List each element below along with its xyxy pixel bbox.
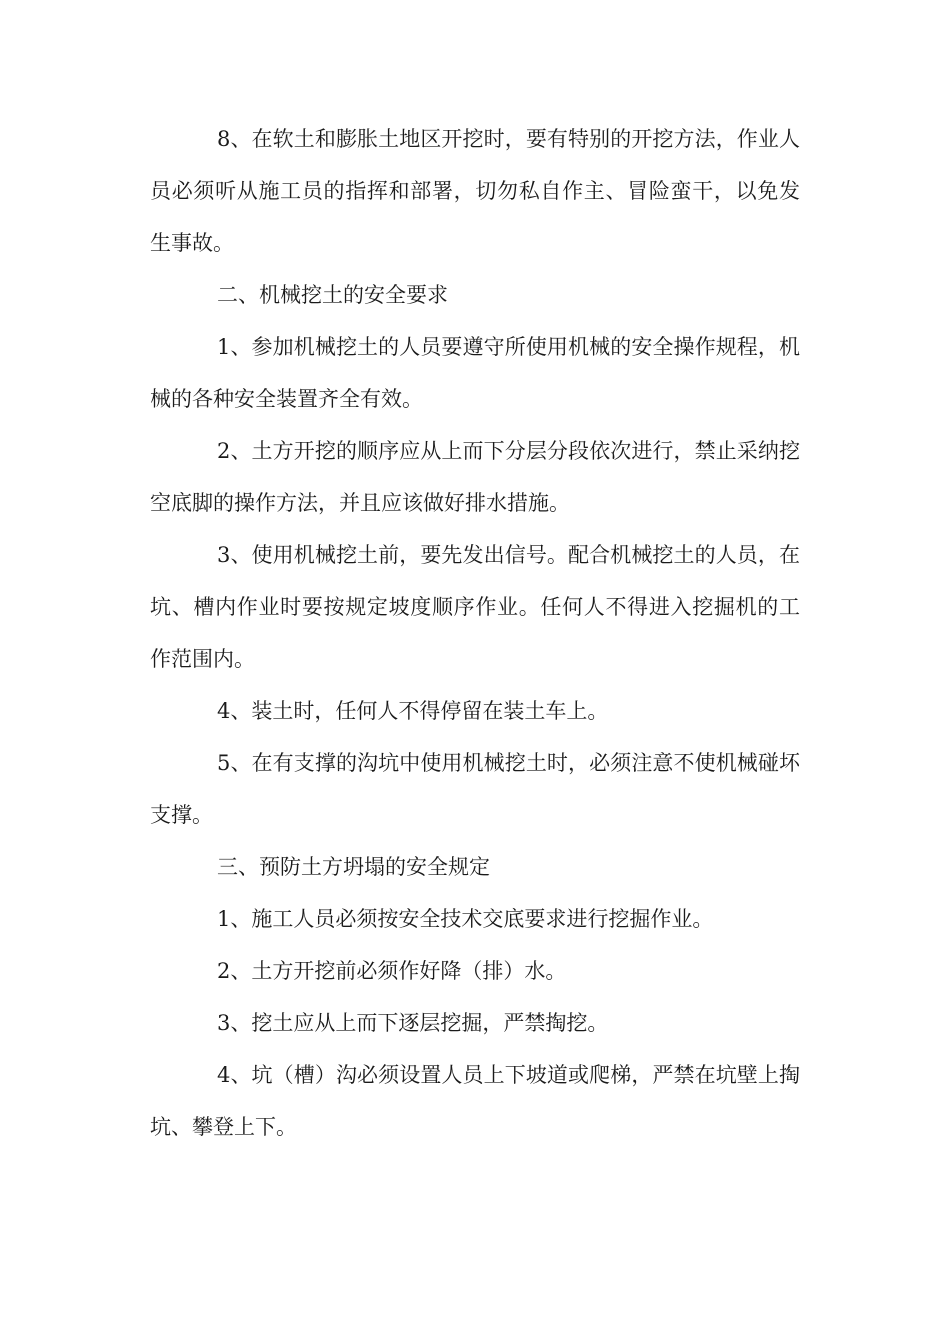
paragraph-item-4-ladders: 4、坑（槽）沟必须设置人员上下坡道或爬梯，严禁在坑壁上掏坑、攀登上下。 (150, 1063, 800, 1139)
paragraph-item-4-loading: 4、装土时，任何人不得停留在装土车上。 (217, 699, 609, 723)
paragraph-item-3-signal: 3、使用机械挖土前，要先发出信号。配合机械挖土的人员，在坑、槽内作业时要按规定坡度顺序作业。任何人不得进入挖掘机的工作范围内。 (150, 543, 800, 671)
section-heading-machine-excavation: 二、机械挖土的安全要求 (217, 283, 448, 307)
paragraph-item-5-supports: 5、在有支撑的沟坑中使用机械挖土时，必须注意不使机械碰坏支撑。 (150, 751, 800, 827)
paragraph-item-8-soft-soil: 8、在软土和膨胀土地区开挖时，要有特别的开挖方法，作业人员必须听从施工员的指挥和部署，切勿私自作主、冒险蛮干，以免发生事故。 (150, 127, 800, 255)
paragraph-item-2-excavation-order: 2、土方开挖的顺序应从上而下分层分段依次进行，禁止采纳挖空底脚的操作方法，并且应该做好排水措施。 (150, 439, 800, 515)
paragraph-item-3-layered-digging: 3、挖土应从上而下逐层挖掘，严禁掏挖。 (217, 1011, 609, 1035)
section-heading-collapse-prevention: 三、预防土方坍塌的安全规定 (217, 855, 490, 879)
paragraph-item-1-operators: 1、参加机械挖土的人员要遵守所使用机械的安全操作规程，机械的各种安全装置齐全有效。 (150, 335, 800, 411)
paragraph-item-2-dewatering: 2、土方开挖前必须作好降（排）水。 (217, 959, 567, 983)
document-body (150, 113, 800, 1153)
paragraph-item-1-safety-briefing: 1、施工人员必须按安全技术交底要求进行挖掘作业。 (217, 907, 714, 931)
